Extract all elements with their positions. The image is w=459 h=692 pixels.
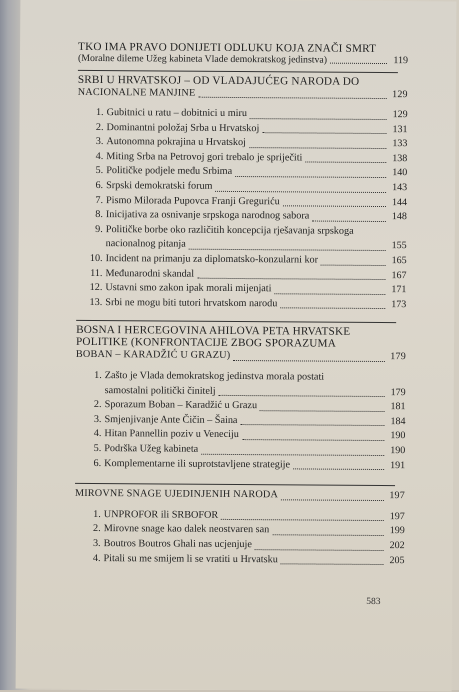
leader-dots — [281, 499, 384, 501]
page-ref: 138 — [392, 152, 408, 165]
toc-entry: 3. Smjenjivanje Ante Čičin – Šaina 184 — [87, 413, 405, 430]
page-ref: 197 — [389, 490, 405, 502]
toc-entry: 4. Hitan Pannellin poziv u Veneciju 190 — [87, 427, 405, 444]
toc-entry: 1. Zašto je Vlada demokratskog jedinstva morala postati — [88, 369, 406, 386]
entry-text: Sporazum Boban – Karadžić u Grazu — [104, 399, 258, 412]
page-ref: 197 — [389, 510, 405, 522]
leader-dots — [233, 360, 385, 362]
toc-entry: 2. Dominantni položaj Srba u Hrvatskoj 131 — [89, 121, 407, 138]
toc-entry: 2. Sporazum Boban – Karadžić u Grazu 181 — [88, 398, 406, 415]
entry-text: samostalni politički činitelj — [104, 384, 216, 397]
toc-entry: 13. Srbi ne mogu biti tutori hrvatskom narodu 173 — [88, 296, 406, 313]
entry-text: Pitali su me smijem li se vratiti u Hrvatsku — [103, 552, 278, 565]
entry-text: Srbi ne mogu biti tutori hrvatskom narodu — [105, 296, 278, 310]
entry-text: Srpski demokratski forum — [106, 180, 213, 192]
page-ref: 143 — [392, 182, 408, 194]
section-title — [76, 324, 406, 350]
page-ref: 165 — [391, 255, 407, 267]
entry-text: Međunarodni skandal — [105, 267, 195, 280]
toc-entry: 3. Autonomna pokrajina u Hrvatskoj 133 — [89, 135, 407, 152]
page-ref: 190 — [390, 445, 406, 457]
entry-text: Miting Srba na Petrovoj gori trebalo je spriječiti — [106, 150, 303, 164]
entry-text: Boutros Boutros Ghali nas ucjenjuje — [103, 538, 252, 551]
page-ref: 173 — [391, 298, 407, 311]
page-ref: 171 — [391, 284, 407, 296]
entry-text: Mirovne snage kao dalek neostvaren san — [103, 523, 270, 536]
section-title-line: NACIONALNE MANJINE — [77, 86, 196, 99]
section-title-row — [78, 85, 408, 102]
toc-entry: 5. Političke podjele među Srbima 140 — [89, 164, 407, 181]
section-title-line: BOSNA I HERCEGOVINA AHILOVA PETA HRVATSKE — [76, 324, 351, 339]
entry-text: Smjenjivanje Ante Čičin – Šaina — [104, 413, 238, 426]
toc-entry: 4. Pitali su me smijem li se vratiti u Hrvatsku 205 — [86, 551, 404, 568]
toc-entry: 10. Incident na primanju za diplomatsko-konzularni kor 165 — [89, 252, 407, 269]
page-ref: 119 — [393, 55, 409, 67]
page-ref: 140 — [392, 167, 408, 179]
page-ref: 144 — [391, 196, 408, 208]
page-ref: 129 — [392, 88, 408, 100]
entry-text: Gubitnici u ratu – dobitnici u miru — [106, 107, 247, 120]
section-subtitle-row — [78, 53, 408, 67]
entry-text: Autonomna pokrajina u Hrvatskoj — [106, 136, 246, 149]
page-ref: 167 — [391, 269, 407, 281]
entry-text: Zašto je Vlada demokratskog jedinstva morala postati — [104, 370, 325, 383]
entry-text: Podrška Užeg kabineta — [104, 443, 199, 455]
page-ref: 179 — [390, 351, 406, 363]
toc-entry: 11. Međunarodni skandal 167 — [88, 267, 406, 284]
page-ref: 148 — [391, 211, 407, 223]
entry-text: nacionalnog pitanja — [105, 238, 186, 251]
book-page — [16, 0, 457, 692]
toc-entry: 7. Pismo Milorada Pupovca Franji Greguriću 144 — [89, 194, 407, 211]
section-divider — [76, 320, 396, 323]
entry-text: Inicijativa za osnivanje srpskoga narodnog sabora — [105, 209, 310, 222]
toc-entry: 4. Miting Srba na Petrovoj gori trebalo je spriječiti 138 — [89, 150, 407, 167]
page-ref: 191 — [390, 459, 406, 471]
section-title-line: MIROVNE SNAGE UJEDINJENIH NARODA — [74, 488, 279, 501]
section-title-row — [75, 487, 405, 504]
toc-entry: 1. Gubitnici u ratu – dobitnici u miru 129 — [90, 106, 408, 123]
toc-entry: 3. Boutros Boutros Ghali nas ucjenjuje 202 — [87, 537, 405, 554]
entry-text: Ustavni smo zakon ipak morali mijenjati — [105, 282, 272, 295]
page-ref: 155 — [391, 240, 407, 252]
page-ref: 199 — [389, 525, 405, 537]
toc-entry: 8. Inicijativa za osnivanje srpskoga narodnog sabora 148 — [89, 208, 407, 225]
leader-dots — [330, 62, 387, 63]
page-number: 583 — [366, 596, 381, 608]
page-ref: 181 — [390, 401, 406, 413]
page-ref: 190 — [390, 430, 406, 442]
toc-entry: 1. UNPROFOR ili SRBOFOR 197 — [87, 508, 405, 525]
section-title-row — [76, 348, 406, 365]
toc-entry: 9. Političke borbe oko različitih koncepcija rješavanja srpskoga — [89, 223, 407, 240]
entry-text: Incident na primanju za diplomatsko-konzularni kor — [105, 253, 319, 266]
entry-text: Komplementarne ili suprotstavljene strategije — [104, 457, 291, 470]
page-ref: 179 — [390, 386, 406, 398]
section-title-line: POLITIKE (KONFRONTACIJE ZBOG SPORAZUMA — [75, 336, 337, 351]
toc-entry: 2. Mirovne snage kao dalek neostvaren san 199 — [87, 522, 405, 539]
section-title-line: BOBAN – KARADŽIĆ U GRAZU) — [75, 349, 231, 362]
entry-text: Hitan Pannellin poziv u Veneciju — [104, 428, 239, 441]
page-ref: 184 — [390, 415, 406, 427]
section-divider — [78, 69, 398, 72]
toc-entry: 6. Srpski demokratski forum 143 — [89, 179, 407, 196]
page-ref: 202 — [389, 540, 405, 552]
toc-entry: 5. Podrška Užeg kabineta 190 — [87, 442, 405, 459]
entry-text: Političke borbe oko različitih koncepcija rješavanja srpskoga — [105, 223, 354, 237]
page-ref: 129 — [392, 109, 408, 121]
section-title-line: TKO IMA PRAVO DONIJETI ODLUKU KOJA ZNAČI SMRT — [78, 40, 377, 55]
page-ref: 133 — [392, 138, 408, 150]
section-divider — [75, 483, 395, 486]
section-title-line: SRBI U HRVATSKOJ – OD VLADAJUĆEG NARODA DO — [77, 73, 360, 88]
page-ref: 131 — [392, 123, 408, 135]
leader-dots — [198, 97, 386, 99]
entry-text: Pismo Milorada Pupovca Franji Greguriću — [105, 194, 280, 207]
toc-entry: 6. Komplementarne ili suprotstavljene strategije 191 — [87, 457, 405, 474]
page-ref: 205 — [389, 554, 405, 566]
section-subtitle: (Moralne dileme Užeg kabineta Vlade demokratskog jedinstva) — [77, 52, 328, 66]
toc-entry: 12. Ustavni smo zakon ipak morali mijenjati 171 — [88, 281, 406, 298]
entry-text: Političke podjele među Srbima — [106, 165, 233, 178]
entry-text: UNPROFOR ili SRBOFOR — [103, 508, 219, 521]
table-of-contents — [74, 41, 408, 568]
entry-text: Dominantni položaj Srba u Hrvatskoj — [106, 121, 260, 134]
